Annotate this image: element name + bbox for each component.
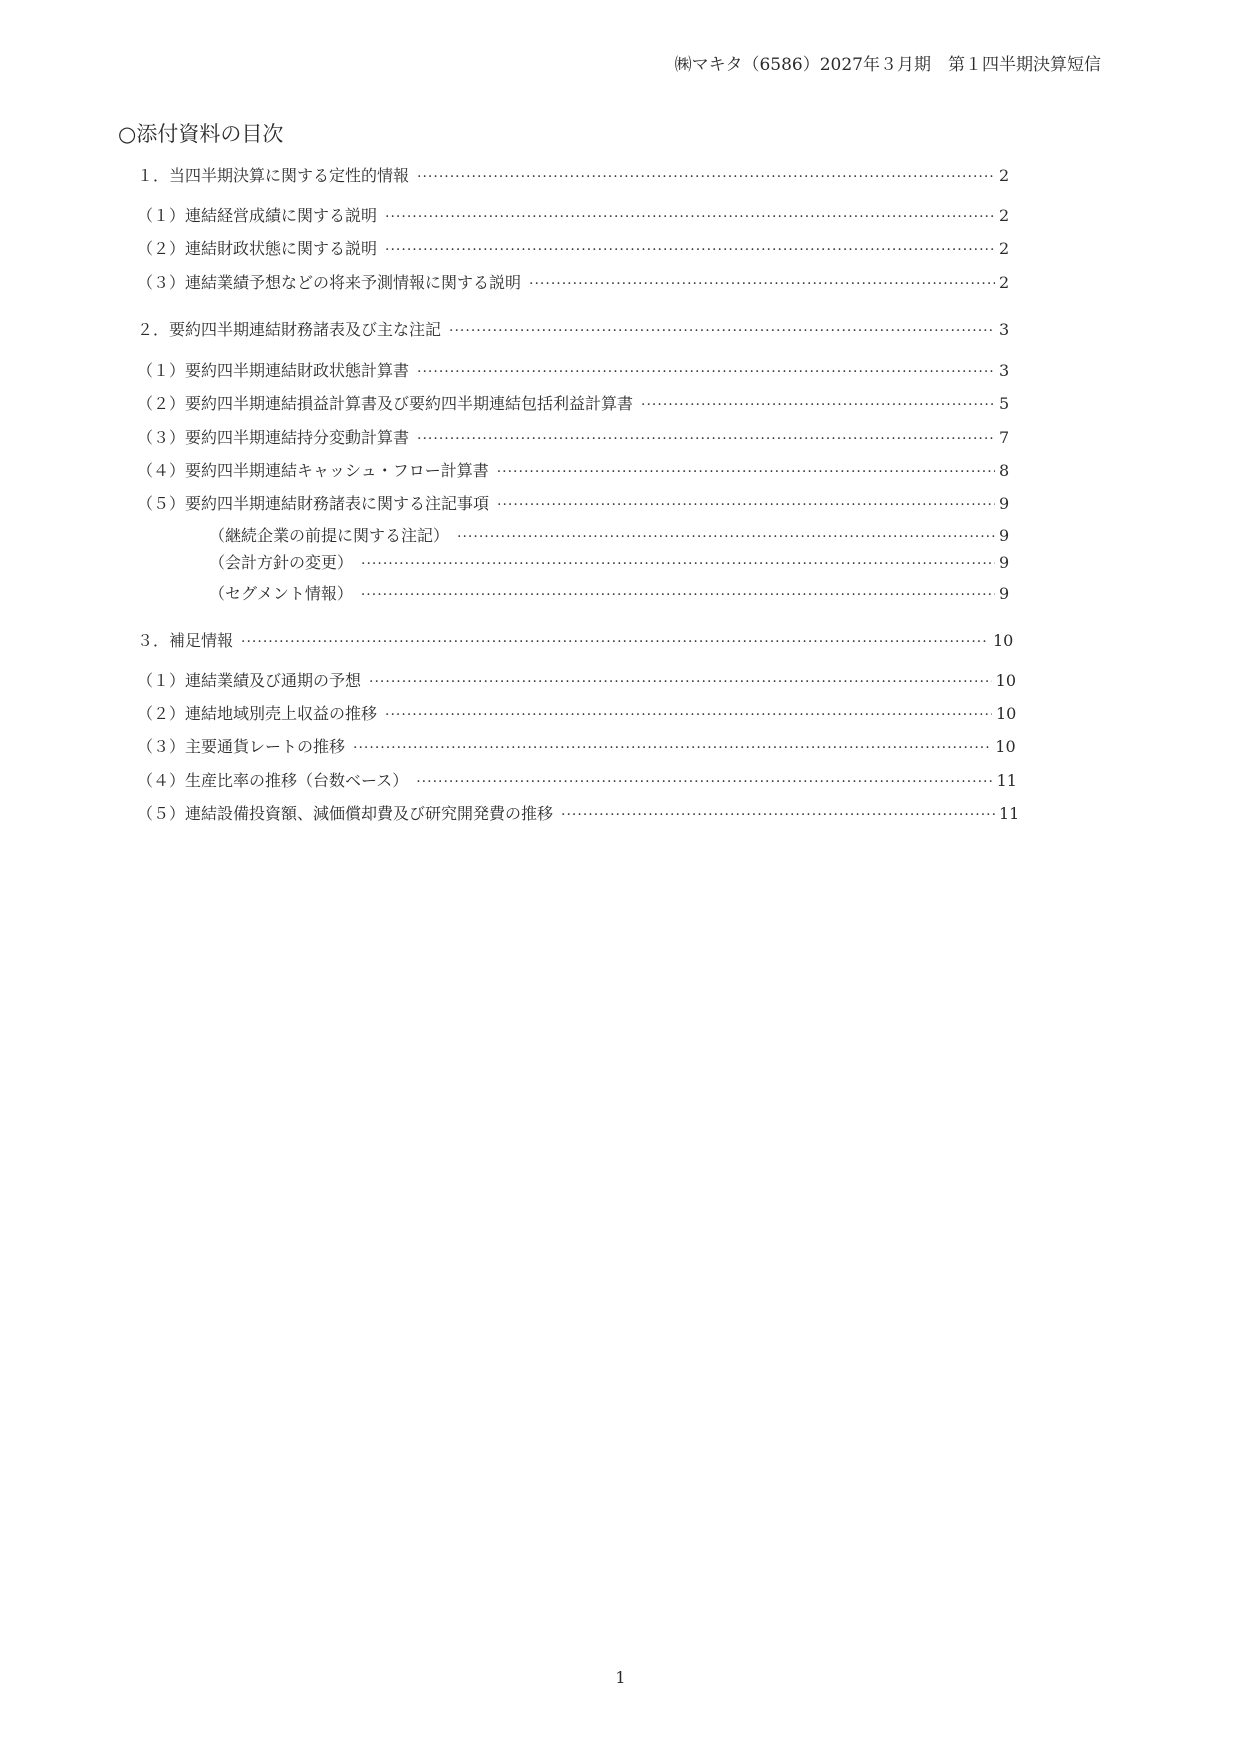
toc-entry-number: （２）: [137, 394, 186, 413]
toc-dot-leader: [353, 738, 991, 758]
toc-dot-leader: [417, 429, 995, 449]
toc-entry-label: 要約四半期連結財務諸表に関する注記事項: [185, 494, 490, 513]
toc-entry-label: （セグメント情報）: [209, 584, 353, 603]
toc-entry-label: （会計方針の変更）: [209, 553, 354, 572]
toc-entry-page: 10: [995, 704, 1017, 723]
toc-entry-page: 2: [999, 273, 1010, 292]
toc-entry-page: 8: [999, 461, 1010, 480]
toc-entry-number: （４）: [137, 461, 186, 480]
toc-entry-label: （継続企業の前提に関する注記）: [209, 526, 450, 545]
toc-entry[interactable]: [137, 461, 1009, 482]
toc-entry-number: （３）: [137, 273, 186, 292]
toc-entry-page: 2: [999, 206, 1010, 225]
toc-dot-leader: [561, 805, 995, 825]
toc-entry-page: 9: [999, 584, 1010, 603]
toc-dot-leader: [385, 207, 995, 227]
toc-entry-page: 11: [999, 804, 1020, 823]
toc-dot-leader: [641, 395, 995, 415]
toc-entry-number: （５）: [137, 494, 186, 513]
page-number: 1: [615, 1668, 626, 1687]
toc-entry[interactable]: [137, 320, 1009, 341]
toc-dot-leader: [361, 554, 995, 574]
toc-entry-page: 10: [995, 671, 1016, 690]
toc-dot-leader: [241, 632, 989, 652]
toc-dot-leader: [529, 274, 995, 294]
toc-entry[interactable]: [137, 494, 1009, 515]
toc-entry[interactable]: [209, 584, 1009, 605]
toc-entry-number: ３．: [137, 631, 170, 650]
toc-entry-label: 主要通貨レートの推移: [185, 737, 346, 756]
toc-entry[interactable]: [137, 428, 1009, 449]
toc-entry-number: （３）: [137, 737, 186, 756]
toc-entry-number: （２）: [137, 704, 186, 723]
toc-entry-page: 10: [995, 737, 1016, 756]
toc-entry[interactable]: [137, 631, 1014, 652]
toc-entry[interactable]: [137, 704, 1017, 725]
toc-entry-page: 11: [996, 771, 1017, 790]
toc-dot-leader: [497, 495, 995, 515]
toc-entry[interactable]: [209, 526, 1009, 547]
toc-dot-leader: [417, 167, 995, 187]
toc-dot-leader: [497, 462, 995, 482]
toc-entry-number: （１）: [137, 206, 186, 225]
toc-entry[interactable]: [137, 804, 1020, 825]
toc-entry-page: 7: [999, 428, 1010, 447]
toc-entry[interactable]: [137, 239, 1009, 260]
toc-entry-label: 連結設備投資額、減価償却費及び研究開発費の推移: [185, 804, 554, 823]
toc-entry[interactable]: [137, 361, 1009, 382]
toc-entry-page: 9: [999, 526, 1010, 545]
toc-entry-label: 要約四半期連結キャッシュ・フロー計算書: [185, 461, 489, 480]
toc-entry-number: （３）: [137, 428, 186, 447]
toc-entry-label: 補足情報: [169, 631, 234, 650]
toc-entry-label: 当四半期決算に関する定性的情報: [169, 166, 410, 185]
toc-entry-number: （１）: [137, 361, 186, 380]
toc-entry-number: （１）: [137, 671, 186, 690]
toc-entry[interactable]: [137, 771, 1017, 792]
toc-dot-leader: [369, 672, 992, 692]
toc-entry-label: 連結経営成績に関する説明: [185, 206, 378, 225]
toc-entry-number: （５）: [137, 804, 186, 823]
toc-entry-number: ２．: [137, 320, 170, 339]
toc-title: ○添付資料の目次: [118, 122, 284, 146]
toc-dot-leader: [416, 772, 992, 792]
toc-entry[interactable]: [137, 394, 1009, 415]
toc-dot-leader: [361, 585, 995, 605]
toc-dot-leader: [417, 362, 995, 382]
toc-entry[interactable]: [209, 553, 1009, 574]
toc-entry-page: 2: [999, 166, 1010, 185]
toc-entry-label: 生産比率の推移（台数ベース）: [185, 771, 409, 790]
toc-entry[interactable]: [137, 273, 1009, 294]
toc-entry-page: 2: [999, 239, 1010, 258]
toc-entry-number: １．: [137, 166, 170, 185]
toc-entry-label: 連結業績予想などの将来予測情報に関する説明: [185, 273, 522, 292]
toc-dot-leader: [385, 705, 992, 725]
toc-entry-number: （４）: [137, 771, 186, 790]
toc-entry-page: 3: [999, 320, 1010, 339]
toc-entry[interactable]: [137, 206, 1009, 227]
toc-entry-label: 要約四半期連結持分変動計算書: [185, 428, 410, 447]
toc-entry-label: 連結地域別売上収益の推移: [185, 704, 378, 723]
toc-dot-leader: [449, 321, 995, 341]
toc-entry-label: 要約四半期連結財務諸表及び主な注記: [169, 320, 442, 339]
toc-entry[interactable]: [137, 671, 1016, 692]
document-header: ㈱マキタ（6586）2027年３月期 第１四半期決算短信: [674, 55, 1101, 75]
toc-entry-label: 連結業績及び通期の予想: [185, 671, 362, 690]
toc-entry-page: 9: [999, 553, 1010, 572]
toc-entry[interactable]: [137, 166, 1009, 187]
toc-entry-page: 10: [992, 631, 1014, 650]
toc-entry-label: 要約四半期連結財政状態計算書: [185, 361, 410, 380]
toc-entry-page: 5: [999, 394, 1010, 413]
toc-entry-label: 要約四半期連結損益計算書及び要約四半期連結包括利益計算書: [185, 394, 634, 413]
toc-entry-label: 連結財政状態に関する説明: [185, 239, 378, 258]
toc-entry-page: 3: [999, 361, 1010, 380]
toc-dot-leader: [457, 527, 995, 547]
toc-entry-page: 9: [999, 494, 1010, 513]
toc-entry-number: （２）: [137, 239, 186, 258]
toc-dot-leader: [385, 240, 995, 260]
toc-entry[interactable]: [137, 737, 1016, 758]
